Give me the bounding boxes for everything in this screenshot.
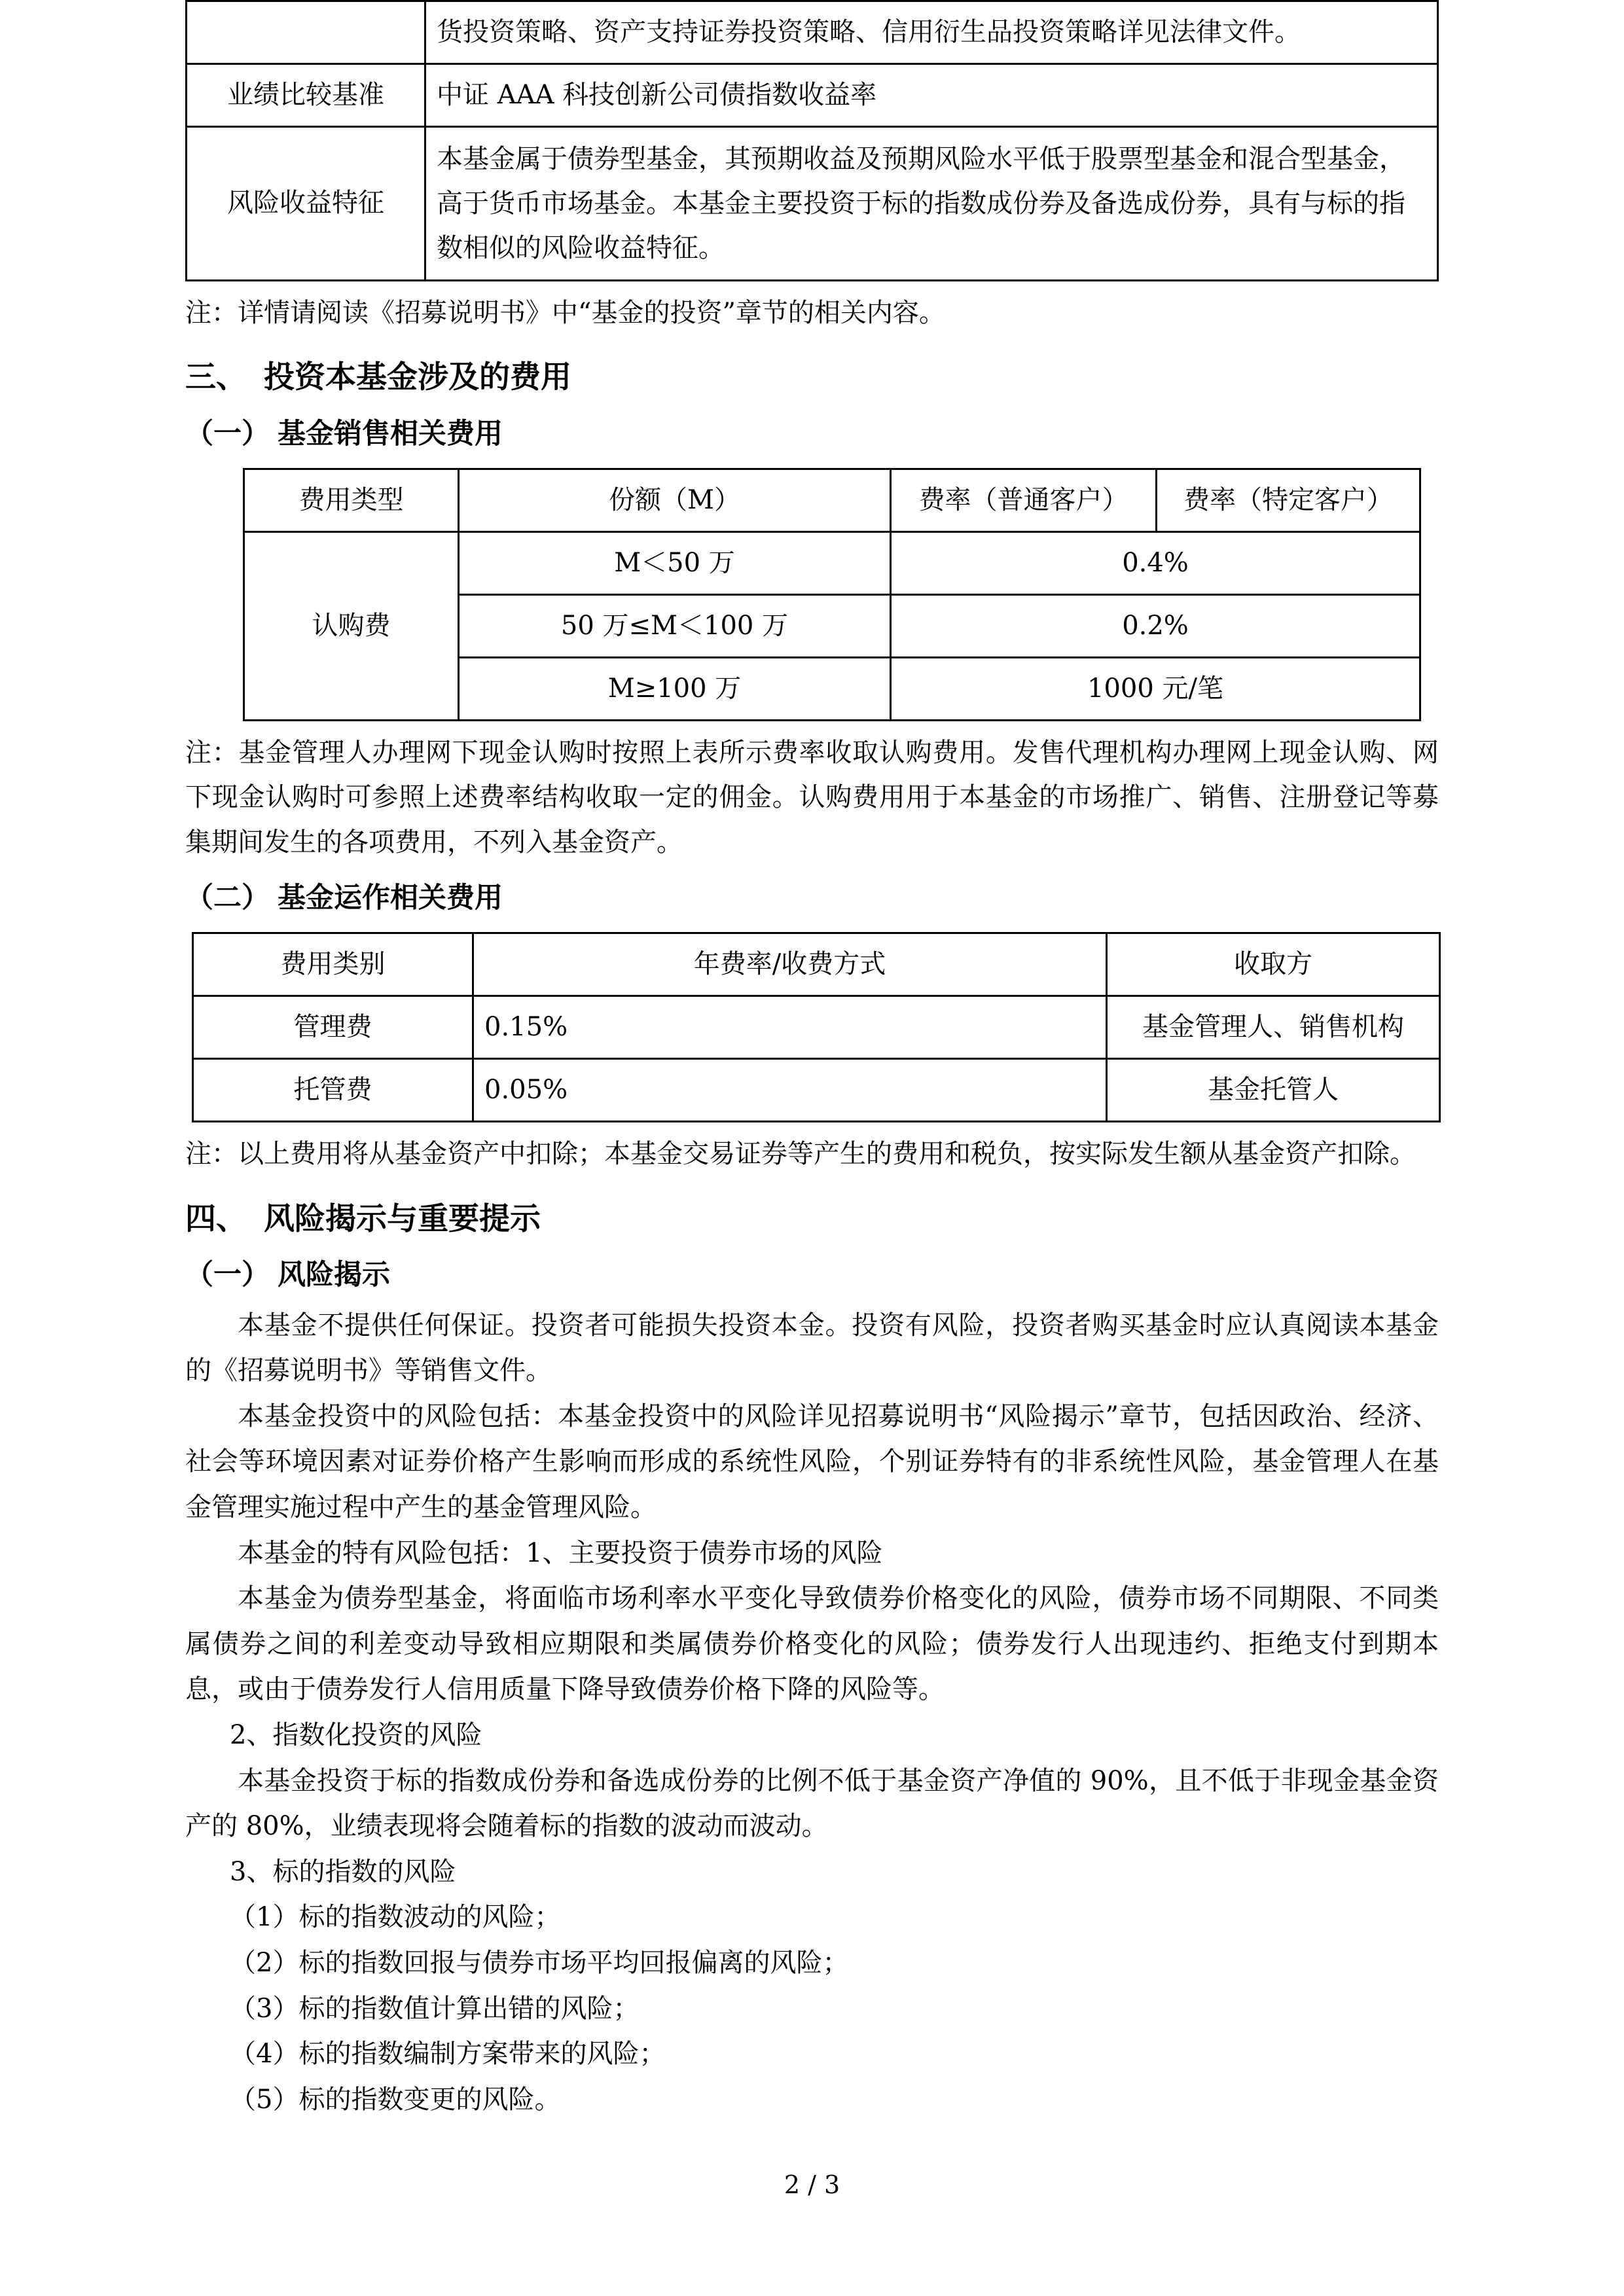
table-header-row (244, 469, 1420, 532)
page-footer: 2 / 3 (784, 2170, 840, 2199)
operating-fee-note: 注：以上费用将从基金资产中扣除；本基金交易证券等产生的费用和税负，按实际发生额从基金资产扣除。 (185, 1138, 1416, 1169)
fee-annual-rate: 0.05% (473, 1059, 1107, 1122)
column-header-rate-specific: 费率（特定客户） (1157, 469, 1420, 532)
subsection-title: 基金运作相关费用 (278, 881, 503, 914)
fund-info-value: 本基金属于债券型基金，其预期收益及预期风险水平低于股票型基金和混合型基金，高于货币市场基金。本基金主要投资于标的指数成份券及备选成份券，具有与标的指数相似的风险收益特征。 (425, 126, 1438, 280)
section-title: 投资本基金涉及的费用 (264, 359, 571, 396)
column-header-fee-category: 费用类别 (193, 933, 473, 996)
subsection-heading-sale-fees (185, 413, 1439, 456)
fund-info-label: 风险收益特征 (187, 126, 425, 280)
column-header-annual-rate: 年费率/收费方式 (473, 933, 1107, 996)
column-header-fee-type: 费用类型 (244, 469, 459, 532)
subsection-title: 基金销售相关费用 (278, 417, 503, 450)
section-heading-risk (185, 1196, 1439, 1243)
risk-paragraph: 本基金为债券型基金，将面临市场利率水平变化导致债券价格变化的风险，债券市场不同期限、不同类属债券之间的利差变动导致相应期限和类属债券价格变化的风险；债券发行人出现违约、拒绝支付到期本息，或由于债券发行人信用质量下降导致债券价格下降的风险等。 (185, 1583, 1439, 1705)
risk-list-item: （3）标的指数值计算出错的风险； (230, 1993, 640, 2024)
fund-info-table (185, 0, 1439, 281)
risk-list-item: （4）标的指数编制方案带来的风险； (230, 2039, 666, 2070)
fund-info-note: 注：详情请阅读《招募说明书》中“基金的投资”章节的相关内容。 (185, 297, 945, 328)
table-row (193, 1059, 1440, 1122)
column-header-share: 份额（M） (459, 469, 891, 532)
sale-fee-note: 注：基金管理人办理网下现金认购时按照上表所示费率收取认购费用。发售代理机构办理网上现金认购、网下现金认购时可参照上述费率结构收取一定的佣金。认购费用用于本基金的市场推广、销售、注册登记等募集期间发生的各项费用，不列入基金资产。 (185, 737, 1439, 858)
fee-rate: 1000 元/笔 (891, 657, 1420, 720)
table-row (244, 532, 1420, 595)
fee-payee: 基金管理人、销售机构 (1107, 996, 1440, 1059)
table-header-row (193, 933, 1440, 996)
risk-item-2-body: 本基金投资于标的指数成份券和备选成份券的比例不低于基金资产净值的 90%，且不低于非现金基金资产的 80%，业绩表现将会随着标的指数的波动而波动。 (185, 1765, 1439, 1842)
risk-paragraph: 本基金的特有风险包括：1、主要投资于债券市场的风险 (238, 1537, 883, 1568)
section-heading-fees (185, 355, 1439, 401)
risk-list-item: （1）标的指数波动的风险； (230, 1902, 561, 1933)
share-range: M≥100 万 (459, 657, 891, 720)
risk-item-3-title: 3、标的指数的风险 (230, 1856, 456, 1887)
subsection-heading-risk-disclosure (185, 1254, 1439, 1297)
table-row (187, 126, 1438, 280)
table-row (193, 996, 1440, 1059)
fee-rate: 0.2% (891, 594, 1420, 657)
share-range: M＜50 万 (459, 532, 891, 595)
subsection-title: 风险揭示 (278, 1259, 390, 1292)
column-header-rate-general: 费率（普通客户） (891, 469, 1157, 532)
subsection-number: （一） (185, 417, 270, 450)
risk-list-item: （5）标的指数变更的风险。 (230, 2084, 561, 2115)
operating-fee-table (192, 932, 1441, 1122)
fund-info-label: 业绩比较基准 (187, 63, 425, 126)
fee-payee: 基金托管人 (1107, 1059, 1440, 1122)
subsection-number: （二） (185, 881, 270, 914)
fund-info-label (187, 1, 425, 64)
risk-item-2-title: 2、指数化投资的风险 (230, 1720, 482, 1750)
subsection-number: （一） (185, 1259, 270, 1292)
fee-annual-rate: 0.15% (473, 996, 1107, 1059)
page-content (185, 0, 1439, 2123)
sale-fee-table (243, 468, 1421, 721)
share-range: 50 万≤M＜100 万 (459, 594, 891, 657)
section-title: 风险揭示与重要提示 (264, 1200, 541, 1237)
fee-category: 管理费 (193, 996, 473, 1059)
risk-paragraph: 本基金投资中的风险包括：本基金投资中的风险详见招募说明书“风险揭示”章节，包括因政治、经济、社会等环境因素对证券价格产生影响而形成的系统性风险，个别证券特有的非系统性风险，基金管理人在基金管理实施过程中产生的基金管理风险。 (185, 1401, 1439, 1523)
section-number: 三、 (185, 359, 247, 396)
risk-list-item: （2）标的指数回报与债券市场平均回报偏离的风险； (230, 1947, 849, 1978)
subsection-heading-operating-fees (185, 877, 1439, 920)
section-number: 四、 (185, 1200, 247, 1237)
risk-paragraph: 本基金不提供任何保证。投资者可能损失投资本金。投资有风险，投资者购买基金时应认真阅读本基金的《招募说明书》等销售文件。 (185, 1310, 1439, 1386)
fee-type-subscription: 认购费 (244, 532, 459, 720)
table-row (187, 63, 1438, 126)
fund-info-value: 中证 AAA 科技创新公司债指数收益率 (425, 63, 1438, 126)
table-row (187, 1, 1438, 64)
fee-category: 托管费 (193, 1059, 473, 1122)
fee-rate: 0.4% (891, 532, 1420, 595)
column-header-payee: 收取方 (1107, 933, 1440, 996)
fund-info-value: 货投资策略、资产支持证券投资策略、信用衍生品投资策略详见法律文件。 (425, 1, 1438, 64)
